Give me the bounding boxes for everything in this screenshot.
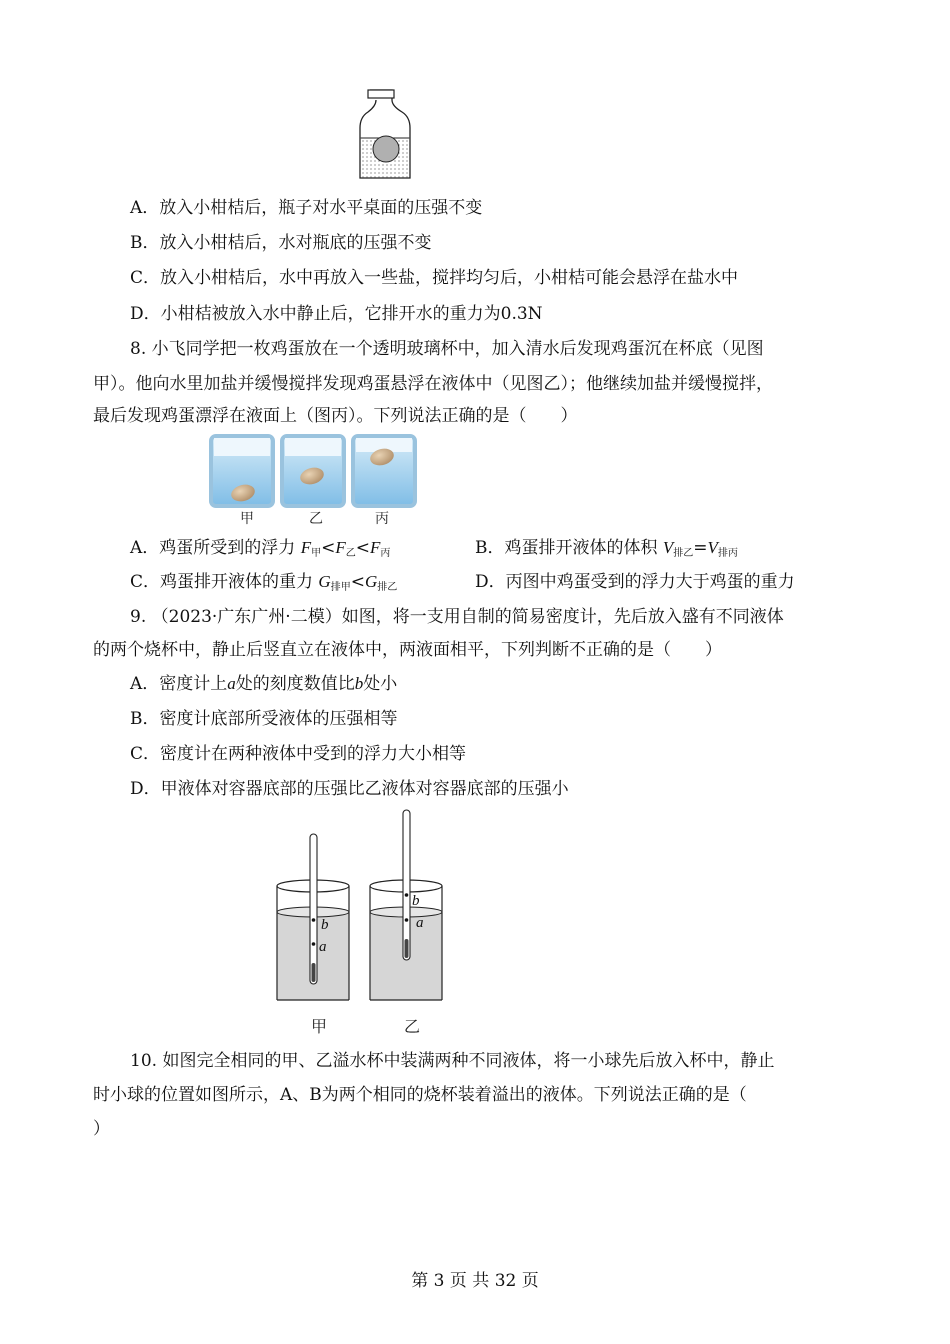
beaker-yi: [282, 436, 344, 506]
q10-stem-line3: ）: [93, 1119, 110, 1139]
q8-optA-sub1: 甲: [311, 548, 322, 559]
q8-optC-lt: <: [350, 572, 365, 592]
q8-fig-label-bing: 丙: [375, 511, 389, 527]
q8-optC-G2: G: [364, 572, 378, 591]
q8-optA-lt2: <: [355, 538, 370, 558]
q8-optA-lt1: <: [321, 538, 336, 558]
q8-stem-line3: 最后发现鸡蛋漂浮在液面上（图丙）。下列说法正确的是（ ）: [93, 406, 578, 426]
q8-optB-V1: V: [662, 538, 674, 557]
q8-optA-prefix: A．鸡蛋所受到的浮力: [130, 538, 296, 558]
q7-option-c: C．放入小柑桔后，水中再放入一些盐，搅拌均匀后，小柑桔可能会悬浮在盐水中: [130, 268, 739, 288]
q9-option-b: B．密度计底部所受液体的压强相等: [130, 709, 398, 729]
q9-stem-line2: 的两个烧杯中，静止后竖直立在液体中，两液面相平，下列判断不正确的是（ ）: [93, 640, 722, 660]
q8-optC-sub2: 排乙: [377, 582, 398, 593]
q8-fig-label-yi: 乙: [309, 511, 323, 527]
q8-optC-prefix: C．鸡蛋排开液体的重力: [130, 572, 314, 592]
q8-stem-line2: 甲）。他向水里加盐并缓慢搅拌发现鸡蛋悬浮在液体中（见图乙）；他继续加盐并缓慢搅拌，: [93, 374, 773, 394]
q9-option-c: C．密度计在两种液体中受到的浮力大小相等: [130, 744, 467, 764]
q9-optA-p1: A．密度计上: [130, 674, 228, 694]
q9-fig-label-yi: 乙: [404, 1017, 421, 1036]
hydrometer-figure: [270, 808, 460, 1008]
q7-option-a: A．放入小柑桔后，瓶子对水平桌面的压强不变: [130, 198, 483, 218]
q8-optA-sub2: 乙: [345, 548, 356, 559]
q9-jia-mark-a: a: [319, 939, 327, 955]
q8-stem-line1: 8. 小飞同学把一枚鸡蛋放在一个透明玻璃杯中，加入清水后发现鸡蛋沉在杯底（见图: [130, 339, 764, 359]
bottle-figure: [350, 88, 420, 183]
q9-stem-line1: 9. （2023·广东广州·二模）如图，将一支用自制的简易密度计，先后放入盛有不同液体: [130, 607, 784, 627]
q9-option-d: D．甲液体对容器底部的压强比乙液体对容器底部的压强小: [130, 779, 569, 799]
q9-optA-b: b: [354, 674, 364, 693]
q8-optA-F2: F: [335, 538, 346, 557]
q8-optA-F3: F: [369, 538, 381, 557]
q9-option-a: [130, 672, 397, 696]
page-footer: 第 3 页 共 32 页: [411, 1271, 539, 1291]
q8-optB-prefix: B．鸡蛋排开液体的体积: [475, 538, 658, 558]
q9-optA-p3: 处小: [363, 674, 398, 694]
beaker-jia-hydrometer: [277, 834, 349, 1000]
beaker-jia: [211, 436, 273, 506]
q8-optB-sub2: 排丙: [717, 548, 738, 559]
q10-stem-line1: 10. 如图完全相同的甲、乙溢水杯中装满两种不同液体，将一小球先后放入杯中，静止: [130, 1051, 775, 1071]
q8-optA-sub3: 丙: [380, 548, 391, 559]
q7-option-b: B．放入小柑桔后，水对瓶底的压强不变: [130, 233, 432, 253]
q8-optC-sub1: 排甲: [330, 582, 351, 593]
q9-optA-a: a: [227, 674, 236, 693]
q8-optB-eq: =: [693, 538, 708, 558]
q9-fig-label-jia: 甲: [311, 1017, 328, 1036]
beaker-yi-hydrometer: [370, 810, 442, 1000]
q9-yi-mark-a: a: [416, 915, 424, 931]
beaker-bing: [353, 436, 415, 506]
q9-jia-mark-b: b: [321, 917, 329, 933]
q10-stem-line2: 时小球的位置如图所示，A、B为两个相同的烧杯装着溢出的液体。下列说法正确的是（: [93, 1085, 747, 1105]
q8-optB-V2: V: [707, 538, 718, 557]
q8-option-b: [475, 536, 738, 566]
egg-beakers-figure: [205, 432, 425, 510]
q9-optA-p2: 处的刻度数值比: [235, 674, 355, 694]
q8-optB-sub1: 排乙: [673, 548, 694, 559]
q8-optA-F1: F: [300, 538, 312, 557]
q8-optC-G1: G: [318, 572, 331, 591]
q9-yi-mark-b: b: [412, 893, 420, 909]
q8-option-d: D．丙图中鸡蛋受到的浮力大于鸡蛋的重力: [475, 572, 795, 592]
q7-option-d: D．小柑桔被放入水中静止后，它排开水的重力为0.3N: [130, 304, 543, 324]
q8-option-c: [130, 570, 397, 600]
q8-option-a: [130, 536, 390, 566]
q8-fig-label-jia: 甲: [240, 511, 254, 527]
